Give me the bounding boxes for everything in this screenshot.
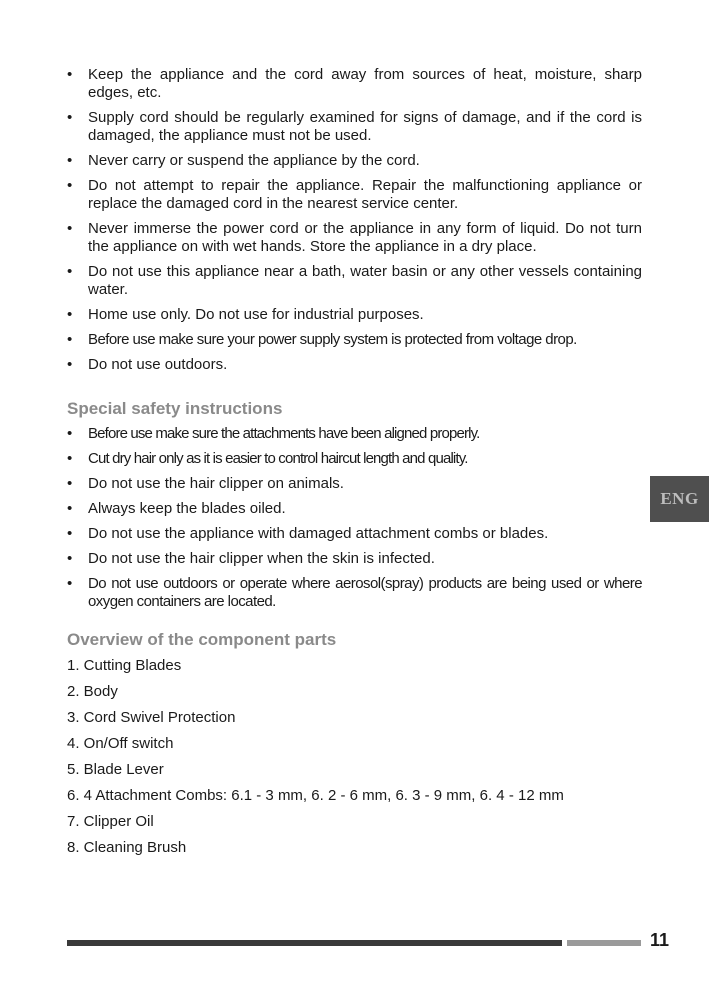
bullet: • <box>67 66 73 83</box>
list-item-text: Supply cord should be regularly examined for signs of damage, and if the cord is damaged, the appliance must not be used. <box>88 109 642 144</box>
list-item-text: Do not use the hair clipper when the skin is infected. <box>88 550 435 567</box>
list-item-text: Never immerse the power cord or the appliance in any form of liquid. Do not turn the appliance on with wet hands. Store the appliance in a dry place. <box>88 220 642 255</box>
bullet: • <box>67 177 73 194</box>
list-item <box>67 550 642 568</box>
list-item <box>67 356 642 374</box>
component-item: 8. Cleaning Brush <box>67 839 187 856</box>
component-item: 3. Cord Swivel Protection <box>67 709 236 726</box>
list-item <box>67 306 642 324</box>
bullet: • <box>67 425 73 442</box>
footer-rule-dark <box>67 940 562 946</box>
component-item: 4. On/Off switch <box>67 735 174 752</box>
bullet: • <box>67 450 73 467</box>
bullet: • <box>67 356 73 373</box>
footer-rule-light <box>567 940 641 946</box>
language-tab-label: ENG <box>660 489 699 508</box>
list-item <box>67 425 642 443</box>
list-item-text: Do not use this appliance near a bath, water basin or any other vessels containing water. <box>88 263 642 298</box>
component-item: 5. Blade Lever <box>67 761 164 778</box>
list-item-text: Never carry or suspend the appliance by the cord. <box>88 152 420 169</box>
bullet: • <box>67 152 73 169</box>
list-item-text: Keep the appliance and the cord away from sources of heat, moisture, sharp edges, etc. <box>88 66 642 101</box>
bullet: • <box>67 306 73 323</box>
overview-heading: Overview of the component parts <box>67 630 337 649</box>
list-item-text: Always keep the blades oiled. <box>88 500 286 517</box>
list-item-text: Cut dry hair only as it is easier to control haircut length and quality. <box>88 450 468 467</box>
bullet: • <box>67 575 73 592</box>
list-item-text: Do not attempt to repair the appliance. Repair the malfunctioning appliance or replace the damaged cord in the nearest service center. <box>88 177 642 212</box>
bullet: • <box>67 475 73 492</box>
special-safety-heading: Special safety instructions <box>67 399 283 418</box>
list-item <box>67 331 642 349</box>
list-item <box>67 152 642 170</box>
list-item-text: Do not use outdoors. <box>88 356 228 373</box>
component-item: 1. Cutting Blades <box>67 657 182 674</box>
bullet: • <box>67 220 73 237</box>
bullet: • <box>67 109 73 126</box>
component-item: 7. Clipper Oil <box>67 813 154 830</box>
list-item-text: Do not use outdoors or operate where aerosol(spray) products are being used or where oxygen containers are located. <box>88 575 642 610</box>
bullet: • <box>67 331 73 348</box>
list-item <box>67 263 642 299</box>
bullet: • <box>67 525 73 542</box>
list-item <box>67 177 642 213</box>
list-item-text: Before use make sure the attachments have been aligned properly. <box>88 425 480 442</box>
general-safety-list <box>67 66 642 381</box>
list-item <box>67 109 642 145</box>
component-item: 2. Body <box>67 683 118 700</box>
list-item <box>67 66 642 102</box>
page-number: 11 <box>650 930 670 950</box>
list-item-text: Before use make sure your power supply system is protected from voltage drop. <box>88 331 577 348</box>
list-item-text: Do not use the hair clipper on animals. <box>88 475 344 492</box>
list-item <box>67 220 642 256</box>
language-tab <box>650 476 709 522</box>
list-item-text: Do not use the appliance with damaged attachment combs or blades. <box>88 525 549 542</box>
list-item-text: Home use only. Do not use for industrial purposes. <box>88 306 424 323</box>
list-item <box>67 525 642 543</box>
special-safety-list <box>67 425 642 618</box>
list-item <box>67 575 642 611</box>
component-parts-list <box>67 657 667 865</box>
bullet: • <box>67 263 73 280</box>
list-item <box>67 450 642 468</box>
bullet: • <box>67 550 73 567</box>
bullet: • <box>67 500 73 517</box>
component-item: 6. 4 Attachment Combs: 6.1 - 3 mm, 6. 2 - 6 mm, 6. 3 - 9 mm, 6. 4 - 12 mm <box>67 787 564 804</box>
list-item <box>67 500 642 518</box>
list-item <box>67 475 642 493</box>
